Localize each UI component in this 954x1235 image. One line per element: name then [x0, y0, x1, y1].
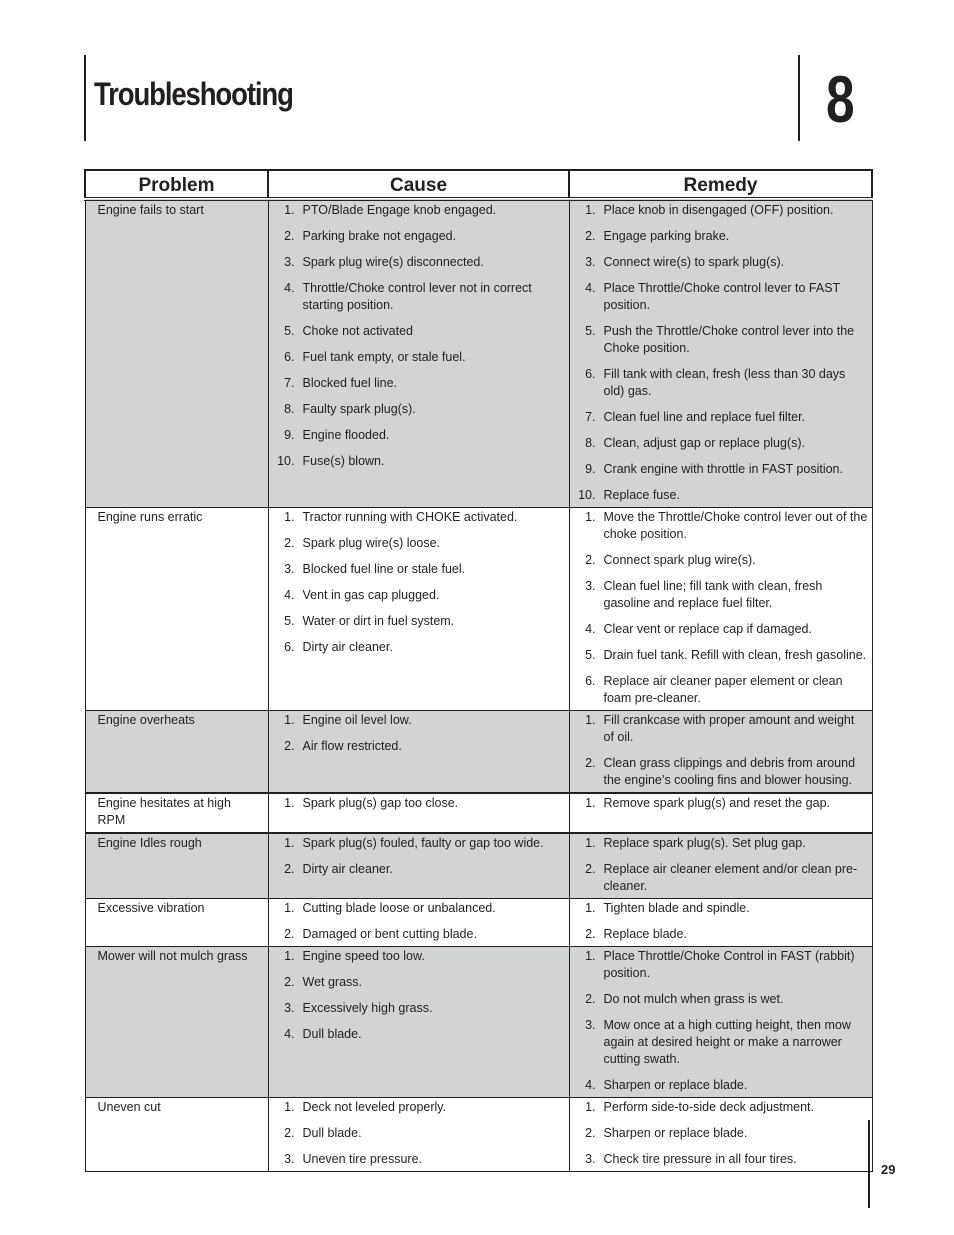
- remedy-item-text: Replace spark plug(s). Set plug gap.: [603, 836, 806, 850]
- remedy-item-text: Place knob in disengaged (OFF) position.: [603, 203, 834, 217]
- title-rule-right: [798, 55, 800, 141]
- remedy-item-number: 2.: [585, 756, 596, 770]
- remedy-item: [570, 280, 872, 314]
- cause-item: [269, 795, 569, 812]
- cause-item-number: 1.: [284, 901, 295, 915]
- remedy-item-number: 1.: [585, 1100, 596, 1114]
- remedy-item-text: Place Throttle/Choke Control in FAST (rabbit) position.: [603, 949, 855, 980]
- remedy-item-text: Replace air cleaner element and/or clean pre-cleaner.: [603, 862, 858, 893]
- cause-item: [269, 1099, 569, 1116]
- troubleshooting-table: [84, 169, 873, 1172]
- cause-item-number: 2.: [284, 975, 295, 989]
- cause-item-number: 1.: [284, 836, 295, 850]
- remedy-item: [570, 900, 872, 917]
- remedy-item-text: Clear vent or replace cap if damaged.: [603, 622, 812, 636]
- remedy-item-number: 3.: [585, 1018, 596, 1032]
- remedy-item-text: Do not mulch when grass is wet.: [603, 992, 784, 1006]
- cause-item-number: 1.: [284, 796, 295, 810]
- cause-item-number: 1.: [284, 1100, 295, 1114]
- page-title: Troubleshooting: [94, 76, 293, 112]
- remedy-item: [570, 578, 872, 612]
- remedy-item: [570, 461, 872, 478]
- cause-item: [269, 1125, 569, 1142]
- cause-cell: [268, 947, 569, 1098]
- cause-item: [269, 639, 569, 656]
- remedy-item: [570, 409, 872, 426]
- cause-item-number: 3.: [284, 1152, 295, 1166]
- remedy-item-number: 4.: [585, 622, 596, 636]
- page-number: 29: [881, 1162, 896, 1177]
- cause-item-number: 3.: [284, 562, 295, 576]
- cause-item: [269, 835, 569, 852]
- remedy-item-text: Fill tank with clean, fresh (less than 30 days old) gas.: [603, 367, 846, 398]
- cause-item-text: Blocked fuel line.: [302, 376, 398, 390]
- remedy-item: [570, 435, 872, 452]
- remedy-cell: [569, 1098, 872, 1172]
- problem-cell: Engine Idles rough: [85, 833, 268, 899]
- cause-item-number: 4.: [284, 588, 295, 602]
- remedy-item-text: Engage parking brake.: [603, 229, 730, 243]
- remedy-item: [570, 487, 872, 504]
- remedy-item-text: Replace blade.: [603, 927, 687, 941]
- cause-item-text: PTO/Blade Engage knob engaged.: [302, 203, 497, 217]
- cause-item: [269, 202, 569, 219]
- remedy-item-text: Connect spark plug wire(s).: [603, 553, 756, 567]
- cause-item-text: Choke not activated: [302, 324, 413, 338]
- cause-item-text: Damaged or bent cutting blade.: [302, 927, 477, 941]
- remedy-item: [570, 509, 872, 543]
- cause-item: [269, 509, 569, 526]
- remedy-item-text: Sharpen or replace blade.: [603, 1126, 748, 1140]
- remedy-item-text: Connect wire(s) to spark plug(s).: [603, 255, 785, 269]
- remedy-item-number: 1.: [585, 203, 596, 217]
- remedy-item-text: Clean fuel line; fill tank with clean, fresh gasoline and replace fuel filter.: [603, 579, 823, 610]
- remedy-item-text: Clean fuel line and replace fuel filter.: [603, 410, 806, 424]
- cause-item-text: Spark plug wire(s) loose.: [302, 536, 441, 550]
- cause-item: [269, 974, 569, 991]
- cause-item-number: 1.: [284, 949, 295, 963]
- remedy-item: [570, 254, 872, 271]
- remedy-item: [570, 1151, 872, 1168]
- cause-item-number: 6.: [284, 640, 295, 654]
- remedy-item: [570, 673, 872, 707]
- problem-cell: Mower will not mulch grass: [85, 947, 268, 1098]
- cause-item-text: Engine oil level low.: [302, 713, 412, 727]
- cause-item-number: 4.: [284, 1027, 295, 1041]
- remedy-item-number: 9.: [585, 462, 596, 476]
- cause-item-text: Cutting blade loose or unbalanced.: [302, 901, 496, 915]
- table-row: [85, 793, 872, 833]
- table-header-row: [85, 170, 872, 199]
- cause-item: [269, 587, 569, 604]
- cause-item-text: Uneven tire pressure.: [302, 1152, 423, 1166]
- cause-item-text: Vent in gas cap plugged.: [302, 588, 440, 602]
- remedy-cell: [569, 947, 872, 1098]
- cause-item: [269, 280, 569, 314]
- cause-cell: [268, 833, 569, 899]
- cause-item: [269, 1151, 569, 1168]
- cause-cell: [268, 899, 569, 947]
- cause-item-text: Dull blade.: [302, 1126, 362, 1140]
- remedy-item: [570, 755, 872, 789]
- cause-item-number: 5.: [284, 324, 295, 338]
- remedy-item: [570, 991, 872, 1008]
- remedy-cell: [569, 833, 872, 899]
- remedy-item-number: 1.: [585, 949, 596, 963]
- remedy-item-number: 1.: [585, 901, 596, 915]
- cause-item: [269, 254, 569, 271]
- remedy-item-number: 5.: [585, 648, 596, 662]
- cause-item-number: 2.: [284, 229, 295, 243]
- remedy-item-number: 2.: [585, 1126, 596, 1140]
- cause-item-text: Engine speed too low.: [302, 949, 425, 963]
- remedy-item: [570, 712, 872, 746]
- remedy-item: [570, 323, 872, 357]
- remedy-item-number: 6.: [585, 674, 596, 688]
- cause-item: [269, 948, 569, 965]
- cause-item-number: 8.: [284, 402, 295, 416]
- cause-item-number: 3.: [284, 255, 295, 269]
- cause-item-text: Fuse(s) blown.: [302, 454, 385, 468]
- remedy-item: [570, 552, 872, 569]
- cause-item-number: 7.: [284, 376, 295, 390]
- remedy-item-text: Fill crankcase with proper amount and weight of oil.: [603, 713, 855, 744]
- chapter-number: 8: [826, 62, 855, 136]
- remedy-item-number: 10.: [578, 488, 596, 502]
- remedy-item-number: 1.: [585, 510, 596, 524]
- cause-cell: [268, 711, 569, 794]
- remedy-item: [570, 228, 872, 245]
- cause-item-text: Parking brake not engaged.: [302, 229, 457, 243]
- remedy-cell: [569, 199, 872, 508]
- remedy-item: [570, 861, 872, 895]
- cause-item: [269, 453, 569, 470]
- remedy-item-number: 8.: [585, 436, 596, 450]
- remedy-item-number: 1.: [585, 836, 596, 850]
- remedy-item-number: 3.: [585, 255, 596, 269]
- problem-cell: Engine runs erratic: [85, 508, 268, 711]
- table-row: [85, 199, 872, 508]
- remedy-item-text: Replace air cleaner paper element or clean foam pre-cleaner.: [603, 674, 843, 705]
- remedy-item: [570, 621, 872, 638]
- remedy-cell: [569, 899, 872, 947]
- remedy-cell: [569, 793, 872, 833]
- remedy-item-text: Sharpen or replace blade.: [603, 1078, 748, 1092]
- remedy-item-text: Remove spark plug(s) and reset the gap.: [603, 796, 831, 810]
- remedy-item-text: Crank engine with throttle in FAST position.: [603, 462, 843, 476]
- cause-item-text: Wet grass.: [302, 975, 363, 989]
- cause-item-text: Faulty spark plug(s).: [302, 402, 416, 416]
- header-problem: Problem: [85, 170, 268, 199]
- cause-item: [269, 535, 569, 552]
- cause-item: [269, 427, 569, 444]
- cause-item-number: 2.: [284, 927, 295, 941]
- cause-item-text: Dull blade.: [302, 1027, 362, 1041]
- cause-item: [269, 861, 569, 878]
- remedy-list: [570, 712, 872, 789]
- cause-item-text: Air flow restricted.: [302, 739, 402, 753]
- remedy-item-number: 4.: [585, 1078, 596, 1092]
- remedy-item: [570, 1017, 872, 1068]
- cause-item: [269, 561, 569, 578]
- remedy-item-text: Clean, adjust gap or replace plug(s).: [603, 436, 806, 450]
- remedy-item-number: 7.: [585, 410, 596, 424]
- remedy-list: [570, 948, 872, 1094]
- remedy-item-text: Clean grass clippings and debris from around the engine’s cooling fins and blower housing.: [603, 756, 856, 787]
- cause-cell: [268, 199, 569, 508]
- remedy-item: [570, 926, 872, 943]
- cause-item-text: Fuel tank empty, or stale fuel.: [302, 350, 466, 364]
- remedy-item: [570, 948, 872, 982]
- cause-item: [269, 228, 569, 245]
- remedy-item-text: Mow once at a high cutting height, then mow again at desired height or make a narrower cutting swath.: [603, 1018, 851, 1066]
- cause-item-text: Excessively high grass.: [302, 1001, 433, 1015]
- cause-item-text: Water or dirt in fuel system.: [302, 614, 455, 628]
- remedy-list: [570, 795, 872, 812]
- cause-list: [269, 1099, 569, 1168]
- cause-item: [269, 926, 569, 943]
- remedy-item-text: Replace fuse.: [603, 488, 680, 502]
- cause-item-number: 1.: [284, 203, 295, 217]
- remedy-item-number: 6.: [585, 367, 596, 381]
- cause-item: [269, 900, 569, 917]
- cause-item-text: Throttle/Choke control lever not in correct starting position.: [302, 281, 532, 312]
- cause-item-number: 3.: [284, 1001, 295, 1015]
- cause-item-number: 6.: [284, 350, 295, 364]
- remedy-item-text: Check tire pressure in all four tires.: [603, 1152, 797, 1166]
- remedy-item: [570, 1077, 872, 1094]
- cause-item-number: 2.: [284, 1126, 295, 1140]
- cause-item-number: 2.: [284, 536, 295, 550]
- problem-cell: Engine fails to start: [85, 199, 268, 508]
- table-row: [85, 947, 872, 1098]
- cause-item-number: 4.: [284, 281, 295, 295]
- cause-cell: [268, 1098, 569, 1172]
- cause-item: [269, 375, 569, 392]
- remedy-item-number: 2.: [585, 992, 596, 1006]
- remedy-item-text: Place Throttle/Choke control lever to FAST position.: [603, 281, 840, 312]
- cause-list: [269, 795, 569, 812]
- remedy-item-number: 2.: [585, 862, 596, 876]
- cause-item-text: Spark plug wire(s) disconnected.: [302, 255, 484, 269]
- remedy-cell: [569, 711, 872, 794]
- remedy-item-number: 2.: [585, 553, 596, 567]
- cause-cell: [268, 793, 569, 833]
- cause-item: [269, 349, 569, 366]
- remedy-item-number: 5.: [585, 324, 596, 338]
- problem-cell: Engine overheats: [85, 711, 268, 794]
- remedy-item: [570, 647, 872, 664]
- remedy-item-text: Perform side-to-side deck adjustment.: [603, 1100, 815, 1114]
- cause-item: [269, 1000, 569, 1017]
- header-cause: Cause: [268, 170, 569, 199]
- table-row: [85, 508, 872, 711]
- remedy-item: [570, 1125, 872, 1142]
- remedy-item-text: Move the Throttle/Choke control lever out of the choke position.: [603, 510, 868, 541]
- remedy-item: [570, 795, 872, 812]
- cause-list: [269, 202, 569, 470]
- cause-item-text: Dirty air cleaner.: [302, 862, 393, 876]
- cause-item-text: Engine flooded.: [302, 428, 390, 442]
- cause-item-text: Blocked fuel line or stale fuel.: [302, 562, 466, 576]
- remedy-list: [570, 202, 872, 504]
- cause-list: [269, 835, 569, 878]
- table-row: [85, 833, 872, 899]
- remedy-item-number: 4.: [585, 281, 596, 295]
- remedy-item-number: 2.: [585, 927, 596, 941]
- remedy-list: [570, 1099, 872, 1168]
- cause-item: [269, 613, 569, 630]
- cause-item-number: 2.: [284, 862, 295, 876]
- remedy-item: [570, 366, 872, 400]
- cause-item-text: Spark plug(s) gap too close.: [302, 796, 459, 810]
- cause-cell: [268, 508, 569, 711]
- remedy-item: [570, 835, 872, 852]
- remedy-list: [570, 835, 872, 895]
- cause-list: [269, 900, 569, 943]
- cause-item-number: 5.: [284, 614, 295, 628]
- header-remedy: Remedy: [569, 170, 872, 199]
- title-rule-left: [84, 55, 86, 141]
- remedy-item: [570, 1099, 872, 1116]
- cause-item: [269, 401, 569, 418]
- cause-item-number: 1.: [284, 510, 295, 524]
- cause-item: [269, 323, 569, 340]
- cause-list: [269, 712, 569, 755]
- remedy-cell: [569, 508, 872, 711]
- remedy-item-text: Tighten blade and spindle.: [603, 901, 750, 915]
- cause-list: [269, 509, 569, 656]
- remedy-item-text: Drain fuel tank. Refill with clean, fresh gasoline.: [603, 648, 867, 662]
- cause-item-text: Dirty air cleaner.: [302, 640, 393, 654]
- problem-cell: Excessive vibration: [85, 899, 268, 947]
- cause-item-text: Tractor running with CHOKE activated.: [302, 510, 518, 524]
- problem-cell: Uneven cut: [85, 1098, 268, 1172]
- table-row: [85, 899, 872, 947]
- cause-item-text: Deck not leveled properly.: [302, 1100, 447, 1114]
- cause-list: [269, 948, 569, 1043]
- remedy-item-number: 3.: [585, 1152, 596, 1166]
- remedy-item: [570, 202, 872, 219]
- remedy-list: [570, 900, 872, 943]
- table-row: [85, 711, 872, 794]
- cause-item: [269, 1026, 569, 1043]
- remedy-item-text: Push the Throttle/Choke control lever into the Choke position.: [603, 324, 855, 355]
- cause-item-text: Spark plug(s) fouled, faulty or gap too wide.: [302, 836, 544, 850]
- cause-item-number: 1.: [284, 713, 295, 727]
- cause-item: [269, 712, 569, 729]
- cause-item-number: 2.: [284, 739, 295, 753]
- remedy-item-number: 1.: [585, 796, 596, 810]
- cause-item-number: 9.: [284, 428, 295, 442]
- remedy-item-number: 1.: [585, 713, 596, 727]
- remedy-item-number: 3.: [585, 579, 596, 593]
- cause-item-number: 10.: [277, 454, 295, 468]
- table-row: [85, 1098, 872, 1172]
- problem-cell: Engine hesitates at high RPM: [85, 793, 268, 833]
- remedy-item-number: 2.: [585, 229, 596, 243]
- cause-item: [269, 738, 569, 755]
- remedy-list: [570, 509, 872, 707]
